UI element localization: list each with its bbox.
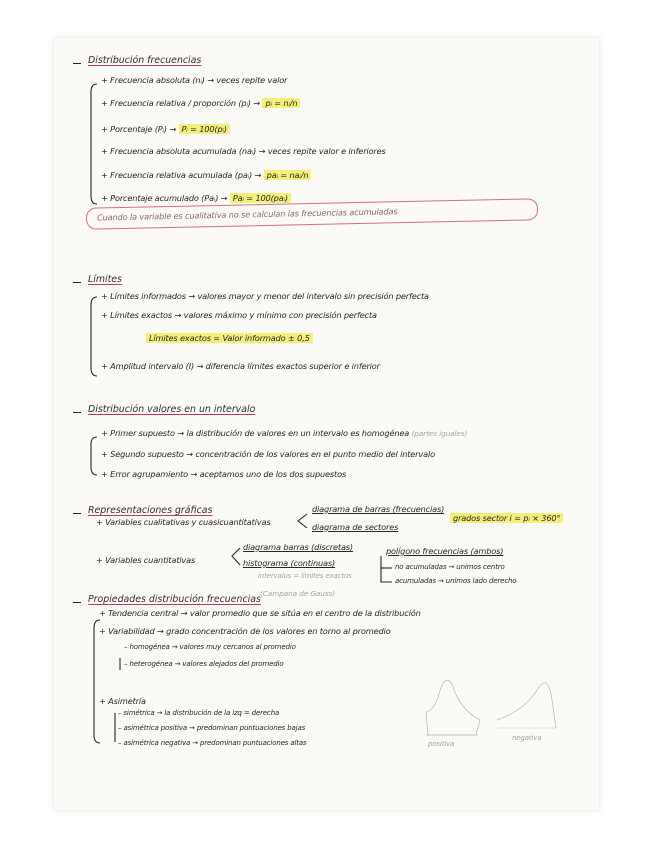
curve-label-positive: positiva bbox=[428, 740, 455, 748]
option-text: diagrama barras (discretas) bbox=[243, 542, 353, 552]
item-text: Variables cualitativas y cuasicuantitativas bbox=[105, 517, 271, 527]
formula-line bbox=[450, 513, 563, 523]
formula-highlight: Límites exactos = Valor informado ± 0,5 bbox=[146, 333, 313, 343]
list-item: + Primer supuesto → la distribución de valores en un intervalo es homogénea (partes iguales) bbox=[101, 428, 468, 438]
list-item: + Variables cuantitativas bbox=[96, 555, 196, 565]
item-text: Límites informados → valores mayor y menor del intervalo sin precisión perfecta bbox=[110, 291, 429, 301]
sub-item: – homogénea → valores muy cercanos al promedio bbox=[124, 643, 296, 651]
bullet-dash bbox=[73, 282, 81, 283]
aside-text: (partes iguales) bbox=[411, 429, 468, 438]
list-item: + Asimetría bbox=[99, 696, 146, 706]
item-text: Frecuencia absoluta acumulada (naᵢ) → veces repite valor e inferiores bbox=[110, 146, 386, 156]
formula-highlight: paᵢ = naᵢ/n bbox=[264, 170, 312, 180]
item-text: Tendencia central → valor promedio que se sitúa en el centro de la distribución bbox=[108, 608, 421, 618]
list-item: + Amplitud intervalo (I) → diferencia límites exactos superior e inferior bbox=[101, 361, 380, 371]
list-item: + Frecuencia relativa / proporción (pᵢ) → pᵢ = nᵢ/n bbox=[101, 98, 300, 108]
hint-text: intervalos = límites exactos bbox=[258, 572, 352, 580]
option-text: polígono frecuencias (ambos) bbox=[386, 546, 504, 556]
option-text: diagrama de barras (frecuencias) bbox=[312, 504, 445, 514]
section-title-charts: Representaciones gráficas bbox=[88, 505, 213, 516]
formula-highlight: Paᵢ = 100(paᵢ) bbox=[230, 193, 291, 203]
item-text: Límites exactos → valores máximo y mínimo con precisión perfecta bbox=[110, 310, 377, 320]
formula-line bbox=[146, 333, 313, 343]
sub-item: – heterogénea → valores alejados del promedio bbox=[124, 660, 284, 668]
item-text: Frecuencia absoluta (nᵢ) → veces repite valor bbox=[110, 75, 288, 85]
item-text: homogénea → valores muy cercanos al promedio bbox=[129, 643, 296, 651]
item-text: Frecuencia relativa acumulada (paᵢ) → bbox=[110, 170, 262, 180]
item-text: Segundo supuesto → concentración de los valores en el punto medio del intervalo bbox=[110, 449, 435, 459]
bullet-dash bbox=[73, 602, 81, 603]
sub-option-text: no acumuladas → unimos centro bbox=[395, 563, 505, 571]
list-item: + Límites informados → valores mayor y menor del intervalo sin precisión perfecta bbox=[101, 291, 429, 301]
item-text: asimétrica positiva → predominan puntuaciones bajas bbox=[123, 724, 306, 732]
item-text: Frecuencia relativa / proporción (pᵢ) → bbox=[110, 98, 260, 108]
item-text: Variables cuantitativas bbox=[105, 555, 196, 565]
option-text: histograma (continuas) bbox=[243, 558, 336, 568]
list-item: + Porcentaje (Pᵢ) → Pᵢ = 100(pᵢ) bbox=[101, 124, 230, 134]
option-text: diagrama de sectores bbox=[312, 522, 399, 532]
sub-item: – simétrica → la distribución de la izq = derecha bbox=[118, 709, 280, 717]
item-text: Porcentaje acumulado (Paᵢ) → bbox=[110, 193, 228, 203]
sub-item: – asimétrica positiva → predominan puntuaciones bajas bbox=[118, 724, 306, 732]
section-title-interval: Distribución valores en un intervalo bbox=[88, 404, 256, 415]
formula-highlight: Pᵢ = 100(pᵢ) bbox=[179, 124, 230, 134]
sub-option-text: acumuladas → unimos lado derecho bbox=[395, 577, 517, 585]
item-text: Asimetría bbox=[108, 696, 146, 706]
section-title-frequencies: Distribución frecuencias bbox=[88, 55, 202, 66]
bullet-dash bbox=[73, 513, 81, 514]
bullet-dash bbox=[73, 63, 81, 64]
section-title-properties: Propiedades distribución frecuencias bbox=[88, 594, 261, 605]
bullet-dash bbox=[73, 412, 81, 413]
section-title-limits: Límites bbox=[88, 274, 122, 285]
item-text: Amplitud intervalo (I) → diferencia límites exactos superior e inferior bbox=[110, 361, 380, 371]
formula-highlight: pᵢ = nᵢ/n bbox=[262, 98, 300, 108]
list-item: + Error agrupamiento → aceptamos uno de los dos supuestos bbox=[101, 469, 347, 479]
list-item: + Tendencia central → valor promedio que se sitúa en el centro de la distribución bbox=[99, 608, 421, 618]
item-text: Primer supuesto → la distribución de valores en un intervalo es homogénea bbox=[110, 428, 410, 438]
item-text: asimétrica negativa → predominan puntuaciones altas bbox=[123, 739, 307, 747]
aside-text: (Campana de Gauss) bbox=[260, 589, 335, 598]
sub-item: – asimétrica negativa → predominan puntuaciones altas bbox=[118, 739, 307, 747]
list-item: + Variabilidad → grado concentración de los valores en torno al promedio bbox=[99, 626, 391, 636]
list-item: + Variables cualitativas y cuasicuantitativas bbox=[96, 517, 271, 527]
item-text: heterogénea → valores alejados del promedio bbox=[129, 660, 284, 668]
item-text: Error agrupamiento → aceptamos uno de los dos supuestos bbox=[110, 469, 347, 479]
list-item: + Porcentaje acumulado (Paᵢ) → Paᵢ = 100(paᵢ) bbox=[101, 193, 291, 203]
list-item: + Frecuencia absoluta acumulada (naᵢ) → veces repite valor e inferiores bbox=[101, 146, 386, 156]
item-text: simétrica → la distribución de la izq = derecha bbox=[123, 709, 280, 717]
item-text: Porcentaje (Pᵢ) → bbox=[110, 124, 177, 134]
list-item: + Frecuencia absoluta (nᵢ) → veces repite valor bbox=[101, 75, 288, 85]
list-item: + Límites exactos → valores máximo y mínimo con precisión perfecta bbox=[101, 310, 377, 320]
note-text: Cuando la variable es cualitativa no se calculan las frecuencias acumuladas bbox=[96, 206, 398, 223]
curve-label-negative: negativa bbox=[512, 734, 542, 742]
list-item: + Segundo supuesto → concentración de los valores en el punto medio del intervalo bbox=[101, 449, 435, 459]
item-text: Variabilidad → grado concentración de los valores en torno al promedio bbox=[108, 626, 391, 636]
formula-highlight: grados sector i = pᵢ × 360° bbox=[450, 513, 563, 523]
list-item: + Frecuencia relativa acumulada (paᵢ) → paᵢ = naᵢ/n bbox=[101, 170, 311, 180]
